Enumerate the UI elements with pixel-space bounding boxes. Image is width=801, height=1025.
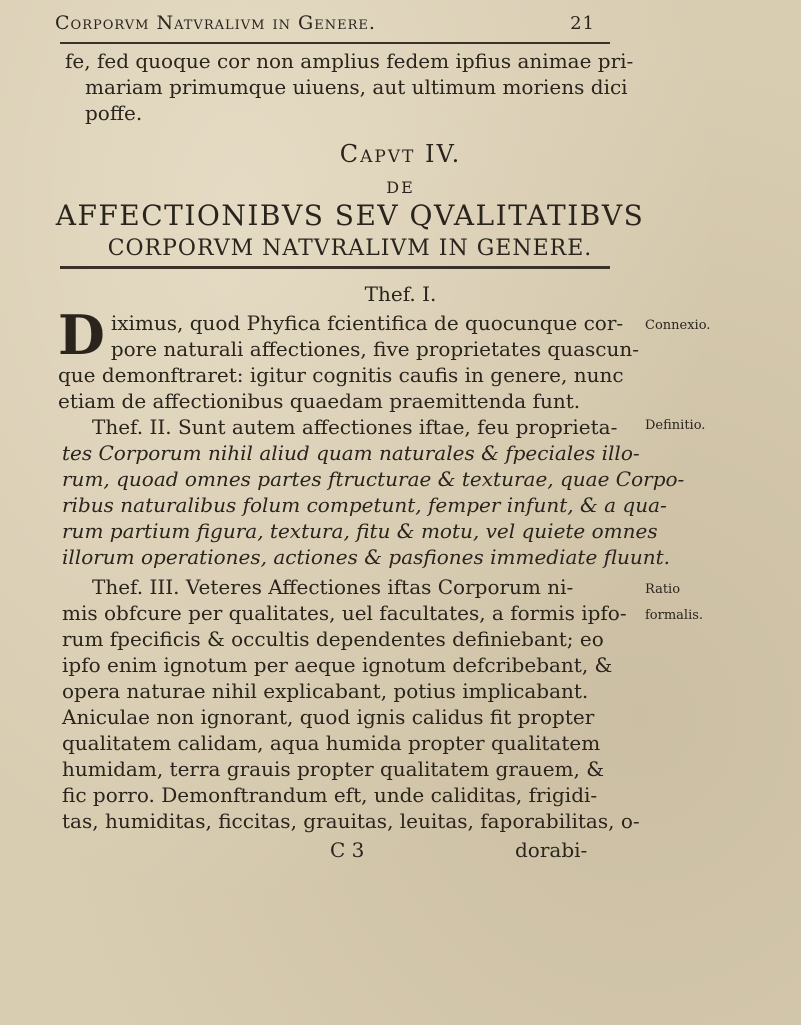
thesis-2-line: Thef. II. Sunt autem affectiones iftae, feu proprieta- — [92, 415, 618, 439]
thesis-2-line: rum partium figura, textura, fitu & motu, vel quiete omnes — [62, 519, 658, 543]
thesis-2-line: tes Corporum nihil aliud quam naturales & fpeciales illo- — [62, 441, 640, 465]
margin-note-ratio: Ratio — [645, 582, 681, 597]
margin-note-definitio: Definitio. — [645, 418, 706, 433]
intro-line: mariam primumque uiuens, aut ultimum moriens dici — [85, 75, 628, 99]
running-header — [55, 12, 615, 34]
chapter-de: DE — [386, 178, 415, 197]
page-number: 21 — [570, 13, 595, 34]
chapter-title: AFFECTIONIBVS SEV QVALITATIBVS — [55, 199, 645, 232]
thesis-1-paragraph — [58, 303, 640, 414]
thesis-3-line: ipfo enim ignotum per aeque ignotum defcribebant, & — [62, 653, 613, 677]
thesis-2-line: ribus naturalibus folum competunt, femper infunt, & a qua- — [62, 493, 667, 517]
thesis-3-paragraph — [62, 574, 640, 834]
intro-line: poffe. — [85, 101, 143, 125]
thesis-3-line: Thef. III. Veteres Affectiones iftas Corporum ni- — [92, 575, 574, 599]
title-rule — [60, 266, 610, 269]
margin-note-connexio: Connexio. — [645, 318, 711, 333]
drop-cap: D — [58, 303, 105, 367]
margin-note-formalis: formalis. — [645, 608, 704, 623]
thesis-2-line: illorum operationes, actiones & pasfiones immediate fluunt. — [62, 545, 671, 569]
thesis-3-line: rum fpecificis & occultis dependentes definiebant; eo — [62, 627, 604, 651]
header-rule — [60, 42, 610, 44]
intro-paragraph — [65, 48, 634, 126]
thesis-1-line: que demonftraret: igitur cognitis caufis in genere, nunc — [58, 363, 624, 387]
thesis-1-line: etiam de affectionibus quaedam praemittenda funt. — [58, 389, 581, 413]
thesis-1-heading: Thef. I. — [364, 282, 437, 306]
signature-mark: C 3 — [330, 838, 365, 862]
thesis-3-line: qualitatem calidam, aqua humida propter qualitatem — [62, 731, 601, 755]
catchword: dorabi- — [515, 838, 588, 862]
thesis-3-line: tas, humiditas, ficcitas, grauitas, leuitas, faporabilitas, o- — [62, 809, 640, 833]
thesis-1-line: pore naturali affectiones, five proprietates quascun- — [110, 337, 640, 361]
chapter-heading: Capvt IV. — [339, 140, 462, 168]
thesis-1-line: iximus, quod Phyfica fcientifica de quocunque cor- — [110, 311, 624, 335]
thesis-2-line: rum, quoad omnes partes ftructurae & texturae, quae Corpo- — [62, 467, 685, 491]
chapter-subtitle: CORPORVM NATVRALIVM IN GENERE. — [107, 236, 593, 261]
thesis-3-line: Aniculae non ignorant, quod ignis calidus fit propter — [62, 705, 595, 729]
thesis-3-line: opera naturae nihil explicabant, potius implicabant. — [62, 679, 589, 703]
thesis-3-line: mis obfcure per qualitates, uel facultates, a formis ipfo- — [62, 601, 627, 625]
thesis-3-line: humidam, terra grauis propter qualitatem grauem, & — [62, 757, 605, 781]
header-title: Corporvm Natvralivm in Genere. — [55, 12, 376, 34]
thesis-3-line: fic porro. Demonftrandum eft, unde caliditas, frigidi- — [62, 783, 598, 807]
intro-line: fe, fed quoque cor non amplius fedem ipfius animae pri- — [65, 49, 634, 73]
